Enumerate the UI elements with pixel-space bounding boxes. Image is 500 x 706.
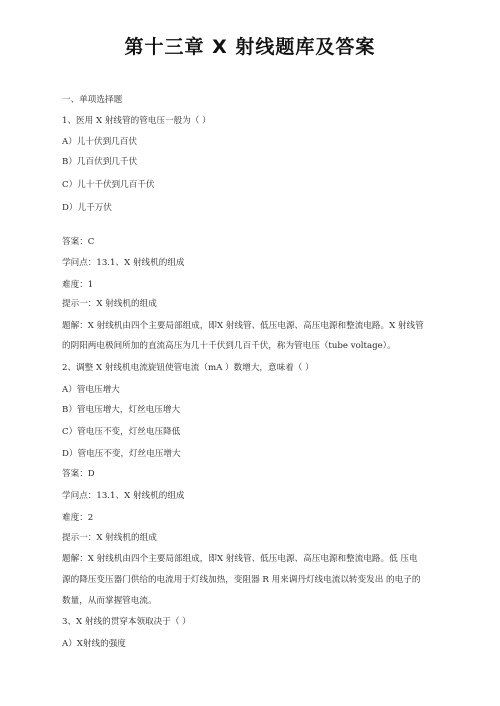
option-d: D）儿千万伏 [62,203,112,213]
explanation-line: 数量，从而掌握管电流。 [62,596,157,606]
hint: 提示一：X 射线机的组成 [62,533,157,543]
explanation-line: 的阴阳两电极间所加的直流高压为几十千伏到几百千伏，称为管电压（tube voltage）。 [62,341,396,351]
section-heading: 一、单项选择题 [62,95,123,105]
question-2: 2、调整 X 射线机电流旋钮使管电流（mA ）数增大，意味着（ ） [62,363,314,373]
page-title: 第十三章 X 射线题库及答案 [124,36,376,58]
question-3: 3、X 射线的贯穿本领取决于（ ） [62,617,191,627]
knowledge-point: 学问点：13.1、X 射线机的组成 [62,491,185,501]
option-b: B）几百伏到几千伏 [62,157,138,167]
option-a: A）管电压增大 [62,385,120,395]
option-b: B）管电压增大，灯丝电压增大 [62,405,181,415]
explanation-line: 源的降压变压器门供给的电流用于灯线加热，变阻器 R 用来调丹灯线电流以转变发出 的电子的 [62,575,421,585]
difficulty: 难度：1 [62,280,94,290]
knowledge-point: 学问点：13.1、X 射线机的组成 [62,258,185,268]
explanation-line: 题解：X 射线机由四个主要局部组成，即X 射线管、低压电源、高压电源和整流电路。低 压电 [62,554,418,564]
answer: 答案：C [62,237,95,247]
option-a: A）儿十伏到几百伏 [62,137,137,147]
explanation-line: 题解：X 射线机由四个主要局部组成，即X 射线管、低压电源、高压电源和整流电路。X 射线管 [62,321,424,331]
difficulty: 难度：2 [62,513,94,523]
question-1: 1、医用 X 射线管的管电压一般为（ ） [62,116,211,126]
option-c: C）儿十千伏到几百千伏 [62,180,155,190]
option-d: D）管电压不变，灯丝电压增大 [62,449,181,459]
option-a: A）X射线的强度 [62,639,126,649]
hint: 提示一：X 射线机的组成 [62,299,157,309]
answer: 答案：D [62,469,95,479]
option-c: C）管电压不变，灯丝电压降低 [62,427,181,437]
